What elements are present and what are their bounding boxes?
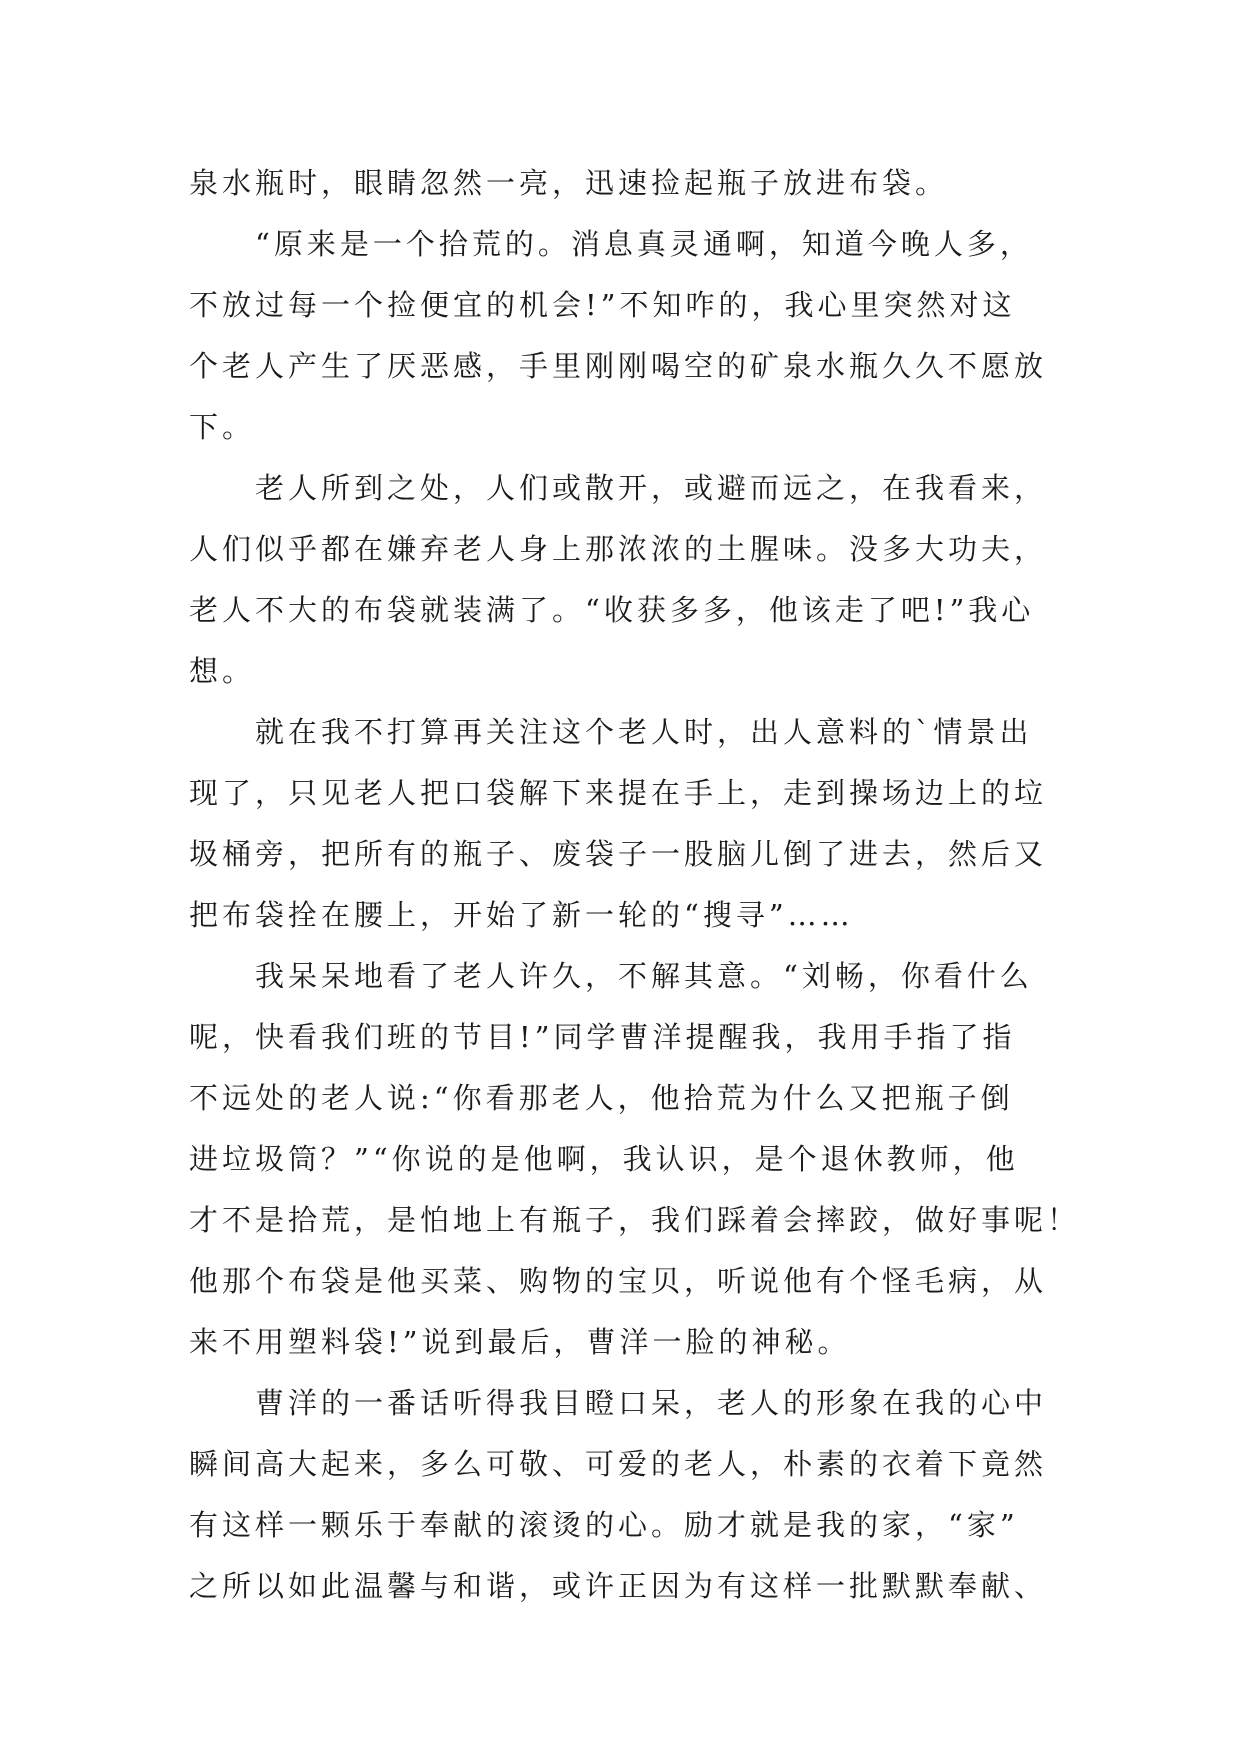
- text-line: 瞬间高大起来，多么可敬、可爱的老人，朴素的衣着下竟然: [189, 1447, 1048, 1481]
- text-line: 曹洋的一番话听得我目瞪口呆，老人的形象在我的心中: [255, 1386, 1048, 1420]
- text-line: 人们似乎都在嫌弃老人身上那浓浓的土腥味。没多大功夫，: [189, 532, 1048, 566]
- text-line: 个老人产生了厌恶感，手里刚刚喝空的矿泉水瓶久久不愿放: [189, 349, 1048, 383]
- text-line: 他那个布袋是他买菜、购物的宝贝，听说他有个怪毛病，从: [189, 1264, 1048, 1298]
- text-line: 呢，快看我们班的节目!”同学曹洋提醒我，我用手指了指: [189, 1020, 1016, 1054]
- body-text: [189, 153, 1081, 1617]
- text-line: 老人不大的布袋就装满了。“收获多多，他该走了吧!”我心: [189, 593, 1035, 627]
- text-line: 圾桶旁，把所有的瓶子、废袋子一股脑儿倒了进去，然后又: [189, 837, 1048, 871]
- text-line: 才不是拾荒，是怕地上有瓶子，我们踩着会摔跤，做好事呢！: [189, 1203, 1081, 1237]
- text-line: 来不用塑料袋!”说到最后，曹洋一脸的神秘。: [189, 1325, 851, 1359]
- text-line: 泉水瓶时，眼睛忽然一亮，迅速捡起瓶子放进布袋。: [189, 166, 949, 200]
- text-line: 不远处的老人说:“你看那老人，他拾荒为什么又把瓶子倒: [189, 1081, 1014, 1115]
- text-line: 想。: [189, 654, 256, 688]
- text-line: 进垃圾筒？”“你说的是他啊，我认识，是个退休教师，他: [189, 1142, 1019, 1176]
- text-line: 把布袋拴在腰上，开始了新一轮的“搜寻”……: [189, 898, 854, 932]
- text-line: 不放过每一个捡便宜的机会!”不知咋的，我心里突然对这: [189, 288, 1016, 322]
- text-line: “原来是一个拾荒的。消息真灵通啊，知道今晚人多，: [255, 227, 1033, 261]
- text-line: 现了，只见老人把口袋解下来提在手上，走到操场边上的垃: [189, 776, 1048, 810]
- text-line: 之所以如此温馨与和谐，或许正因为有这样一批默默奉献、: [189, 1569, 1048, 1603]
- text-line: 有这样一颗乐于奉献的滚烫的心。励才就是我的家，“家”: [189, 1508, 1019, 1542]
- text-line: 老人所到之处，人们或散开，或避而远之，在我看来，: [255, 471, 1048, 505]
- text-line: 下。: [189, 410, 256, 444]
- text-line: 就在我不打算再关注这个老人时，出人意料的`情景出: [255, 715, 1033, 749]
- text-line: 我呆呆地看了老人许久，不解其意。“刘畅，你看什么: [255, 959, 1033, 993]
